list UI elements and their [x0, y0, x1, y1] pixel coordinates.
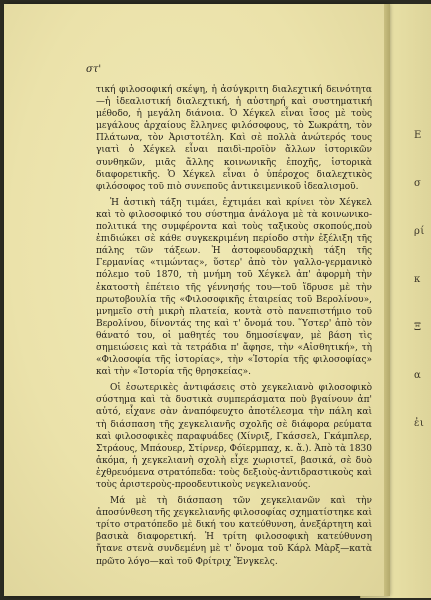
paragraph: Ἡ ἀστικὴ τάξη τιμάει, ἐχτιμάει καὶ κρίνει τὸν Χέγκελ καὶ τὸ φιλοσοφικό του σύστημα ἀνάλογα μὲ τὰ κοινωνικο-πολιτικά της συμφέροντα καὶ τοὺς ταξικοὺς σκοπούς,ποὺ ἐπιδιώκει σὲ κάθε συγκεκριμένη περίοδο στὴν ἐξέλιξη τῆς πάλης τῶν τάξεων. Ἡ ἀστοφεουδαρχικὴ τάξη τῆς Γερμανίας «τιμώντας», ὕστερ' ἀπὸ τὸν γαλλο-γερμανικὸ πόλεμο τοῦ 1870, τὴ μνήμη τοῦ Χέγκελ ἀπ' ἀφορμὴ τὴν ἑκατοστὴ ἐπέτειο τῆς γέννησής του—τοῦ ἵδρυσε μὲ τὴν πρωτοβουλία τῆς «Φιλοσοφικῆς ἑταιρείας τοῦ Βερολίνου», μνημεῖο στὴ μικρὴ πλατεία, κοντὰ στὸ πανεπιστήμιο τοῦ Βερολίνου, δίνοντάς της καὶ τ' ὄνομά του. Ὕστερ' ἀπὸ τὸν θάνατό του, οἱ μαθητές του δημοσίεψαν, μὲ βάση τὶς σημειώσεις καὶ τὰ τετράδια π' ἄφησε, τὴν «Αἰσθητική», τὴ «Φιλοσοφία τῆς ἱστορίας», τὴν «Ἱστορία τῆς φιλοσοφίας» καὶ τὴν «Ἱστορία τῆς θρησκείας».: [96, 197, 372, 378]
page-body: [96, 84, 372, 568]
page-number: στ': [86, 64, 102, 75]
paragraph: Οἱ ἐσωτερικὲς ἀντιφάσεις στὸ χεγκελιανὸ φιλοσοφικὸ σύστημα καὶ τὰ δυστικὰ συμπεράσματα ποὺ βγαίνουν ἀπ' αὐτό, εἶχανε σὰν ἀναπόφευχτο ἀποτέλεσμα τὴν πάλη καὶ τὴ διάσπαση τῆς χεγκελιανῆς σχολῆς σὲ διάφορα ρεύματα καὶ φιλοσοφικὲς παραφυάδες (Χίνριξ, Γκάσσελ, Γκάμπλερ, Στράους, Μπάουερ, Στίρνερ, Φόϊερμπαχ, κ. ἄ.). Ἀπὸ τὰ 1830 ἀκόμα, ἡ χεγκελιανὴ σχολὴ εἶχε χωριστεῖ, βασικά, σὲ δυὸ ἐχθρευόμενα στρατόπεδα: τοὺς δεξιοὺς-ἀντιδραστικοὺς καὶ τοὺς ἀριστεροὺς-προοδευτικοὺς νεγκελιανούς.: [96, 383, 372, 490]
paragraph: Μά μὲ τὴ διάσπαση τῶν χεγκελιανῶν καὶ τὴν ἀποσύνθεση τῆς χεγκελιανῆς φιλοσοφίας σχηματίστηκε καὶ τρίτο στρατόπεδο μὲ δική του κατεύθυνση, ἀνεξάρτητη καὶ βασικὰ διαφορετική. Ἡ τρίτη φιλοσοφικὴ κατεύθυνση ἤτανε στενὰ συνδεμένη μὲ τ' ὄνομα τοῦ Κάρλ Μὰρξ—κατὰ πρῶτο λόγο—καὶ τοῦ Φρίτριχ Ἔνγκελς.: [96, 496, 372, 567]
paragraph: τική φιλοσοφική σκέψη, ἡ ἀσύγκριτη διαλεχτική δεινότητα—ἡ ἰδεαλιστική διαλεχτική, ἡ αὐστηρή καὶ συστηματική μέθοδο, ἡ μεγάλη διάνοια. Ὁ Χέγκελ εἶναι ἴσος μὲ τοὺς μεγάλους ἀρχαίους ἕλληνες φιλόσοφους, τὸ Σωκράτη, τὸν Πλάτωνα, τὸν Ἀριστοτέλη. Καὶ σὲ πολλὰ ἀνώτερός τους γιατὶ ὁ Χέγκελ εἶναι παιδὶ-προϊὸν ἄλλων ἱστορικῶν συνθηκῶν, μιᾶς ἄλλης κοινωνικῆς ἐποχῆς, ἱστορικὰ διαφορετικῆς. Ὁ Χέγκελ εἶναι ὁ ὑπέροχος διαλεχτικὸς φιλόσοφος τοῦ πιὸ συνεποῦς ἀντικειμενικοῦ ἰδεαλισμοῦ.: [96, 85, 372, 192]
fragment-line: ἐι: [414, 418, 425, 429]
page-edge: [384, 4, 390, 596]
fragment-line: Ξ: [414, 322, 422, 333]
fragment-line: ρί: [414, 226, 425, 237]
fragment-line: κ: [414, 274, 421, 285]
next-page-text-fragments: [414, 96, 431, 448]
fragment-line: Ε: [414, 130, 422, 141]
fragment-line: α: [414, 370, 422, 381]
fragment-line: σ: [414, 178, 422, 189]
